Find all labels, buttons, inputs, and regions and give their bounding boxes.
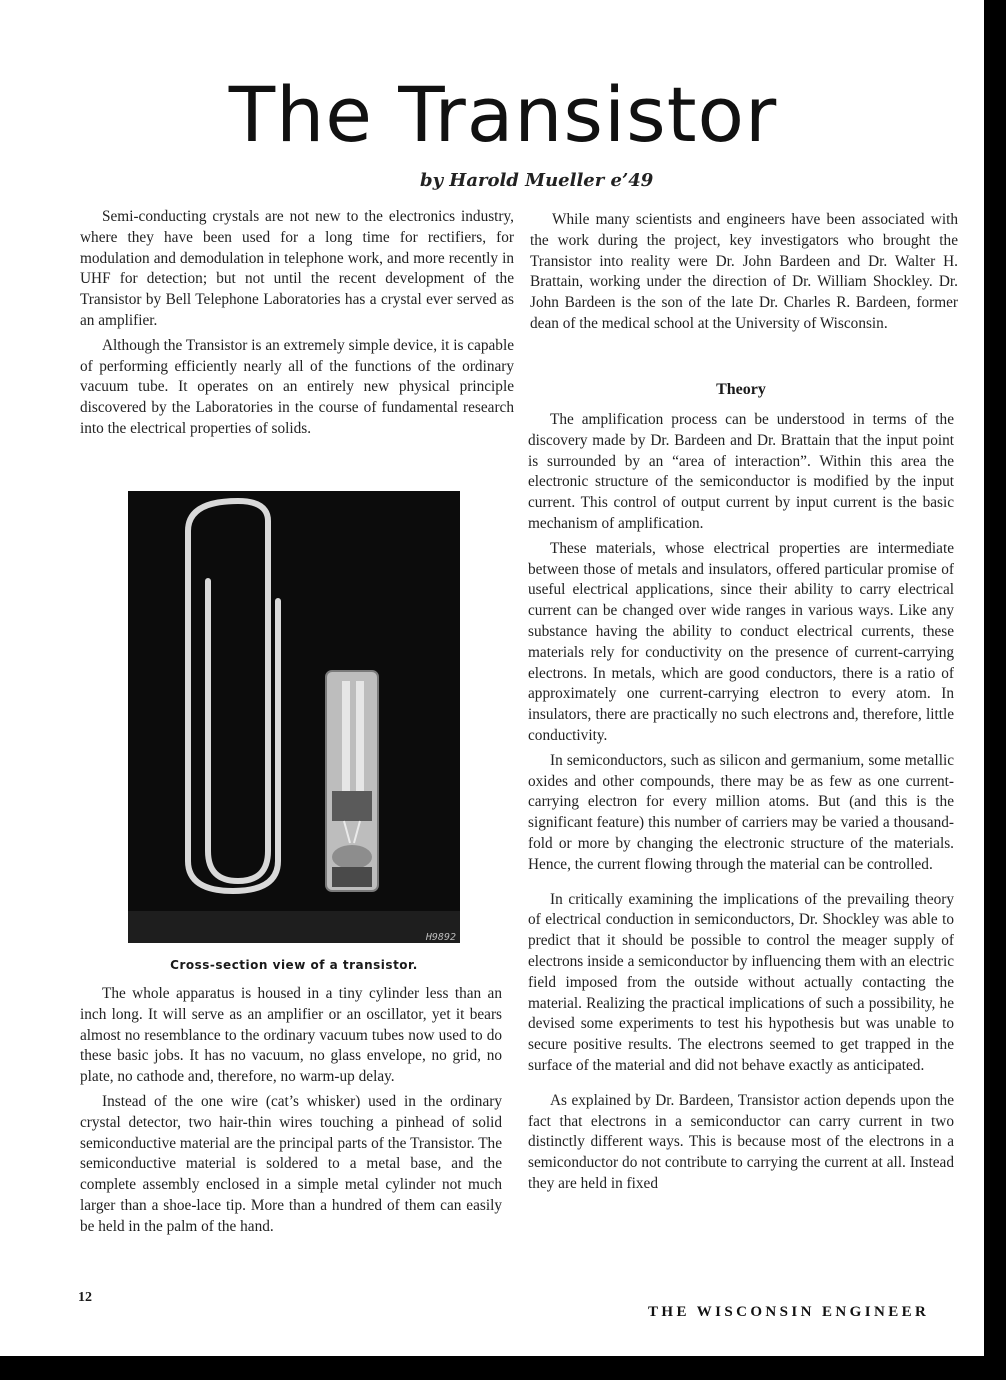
article-title: The Transistor	[228, 70, 778, 159]
paragraph: While many scientists and engineers have been associated with the work during the project, key investigators who brought the Transistor into reality were Dr. John Bardeen and Dr. Walter H. Brattain, working under the direction of Dr. William Shockley. Dr. John Bardeen is the son of the late Dr. Charles R. Bardeen, former dean of the medical school at the University of Wisconsin.	[530, 211, 958, 332]
scan-border-bottom	[0, 1356, 1006, 1380]
page-number: 12	[78, 1290, 92, 1305]
scan-border-right	[984, 0, 1006, 1380]
paragraph: These materials, whose electrical properties are intermediate between those of metals and insulators, offered particular promise of useful electrical applications, since their ability to carry electrical current can be changed over wide ranges in various ways. Like any substance having the ability to conduct electrical currents, these materials rely for conductivity on the presence of current-carrying electrons. In metals, which are good conductors, there is a ratio of approximately one current-carrying electron to every atom. In insulators, there are practically no such electrons and, therefore, little conductivity.	[528, 539, 954, 744]
paragraph: Although the Transistor is an extremely simple device, it is capable of performing efficiently nearly all of the functions of the ordinary vacuum tube. It operates on an entirely new physical principle discovered by the Laboratories in the course of fundamental research into the electrical properties of solids.	[80, 336, 514, 437]
left-column-continued	[80, 984, 502, 1242]
paragraph: In semiconductors, such as silicon and germanium, some metallic oxides and other compounds, there may be as few as one current-carrying electron for every million atoms. But (and this is the significant feature) this number of carriers may be varied a thousand-fold or more by changing the electronic structure of the materials. Hence, the current flowing through the material can be controlled.	[528, 751, 954, 873]
article-byline: by Harold Mueller e’49	[420, 170, 654, 191]
paragraph: The amplification process can be understood in terms of the discovery made by Dr. Bardeen and Dr. Brattain that the input point is surrounded by an “area of interaction”. Within this area the electronic structure of the semiconductor is modified by the input current. This control of output current by input current is the basic mechanism of amplification.	[528, 411, 954, 532]
section-heading-theory: Theory	[716, 381, 766, 398]
photo-reference-number: H9892	[425, 932, 456, 943]
transistor-photo	[128, 491, 460, 943]
paragraph: Instead of the one wire (cat’s whisker) used in the ordinary crystal detector, two hair-thin wires touching a pinhead of solid semiconductive material are the principal parts of the Transistor. The semiconductive material is soldered to a metal base, and the complete assembly enclosed in a simple metal cylinder not much larger than a shoe-lace tip. More than a hundred of them can easily be held in the palm of the hand.	[80, 1092, 502, 1235]
paragraph: In critically examining the implications of the prevailing theory of electrical conduction in semiconductors, Dr. Shockley was able to predict that it should be possible to control the meager supply of electrons inside a semiconductor by influencing them with an electric field imposed from the outside without actually contacting the material. Realizing the practical implications of such a possibility, he devised some experiments to test his hypothesis but was unable to secure positive results. The electrons seemed to get trapped in the surface of the material and did not behave exactly as anticipated.	[528, 890, 954, 1074]
paragraph: As explained by Dr. Bardeen, Transistor action depends upon the fact that electrons in a semiconductor can carry current in two distinctly different ways. This is because most of the electrons in a semiconductor do not contribute to carrying the current at all. Instead they are held in fixed	[528, 1091, 954, 1192]
figure-caption: Cross-section view of a transistor.	[170, 958, 418, 972]
right-column-theory	[528, 410, 954, 1199]
left-column-intro	[80, 207, 514, 444]
paragraph: The whole apparatus is housed in a tiny cylinder less than an inch long. It will serve as an amplifier or an oscillator, yet it bears almost no resemblance to the ordinary vacuum tubes now used to do these basic jobs. It has no vacuum, no glass envelope, no grid, no plate, no cathode and, therefore, no warm-up delay.	[80, 985, 502, 1086]
paragraph: Semi-conducting crystals are not new to the electronics industry, where they have been used for a long time for rectifiers, for modulation and demodulation in telephone work, and more recently in UHF for detection; but not until the recent development of the Transistor by Bell Telephone Laboratories has a crystal ever served as an amplifier.	[80, 208, 514, 329]
transistor-paperclip-illustration	[128, 491, 460, 943]
right-column-intro	[530, 210, 958, 339]
publication-name: THE WISCONSIN ENGINEER	[648, 1304, 930, 1320]
